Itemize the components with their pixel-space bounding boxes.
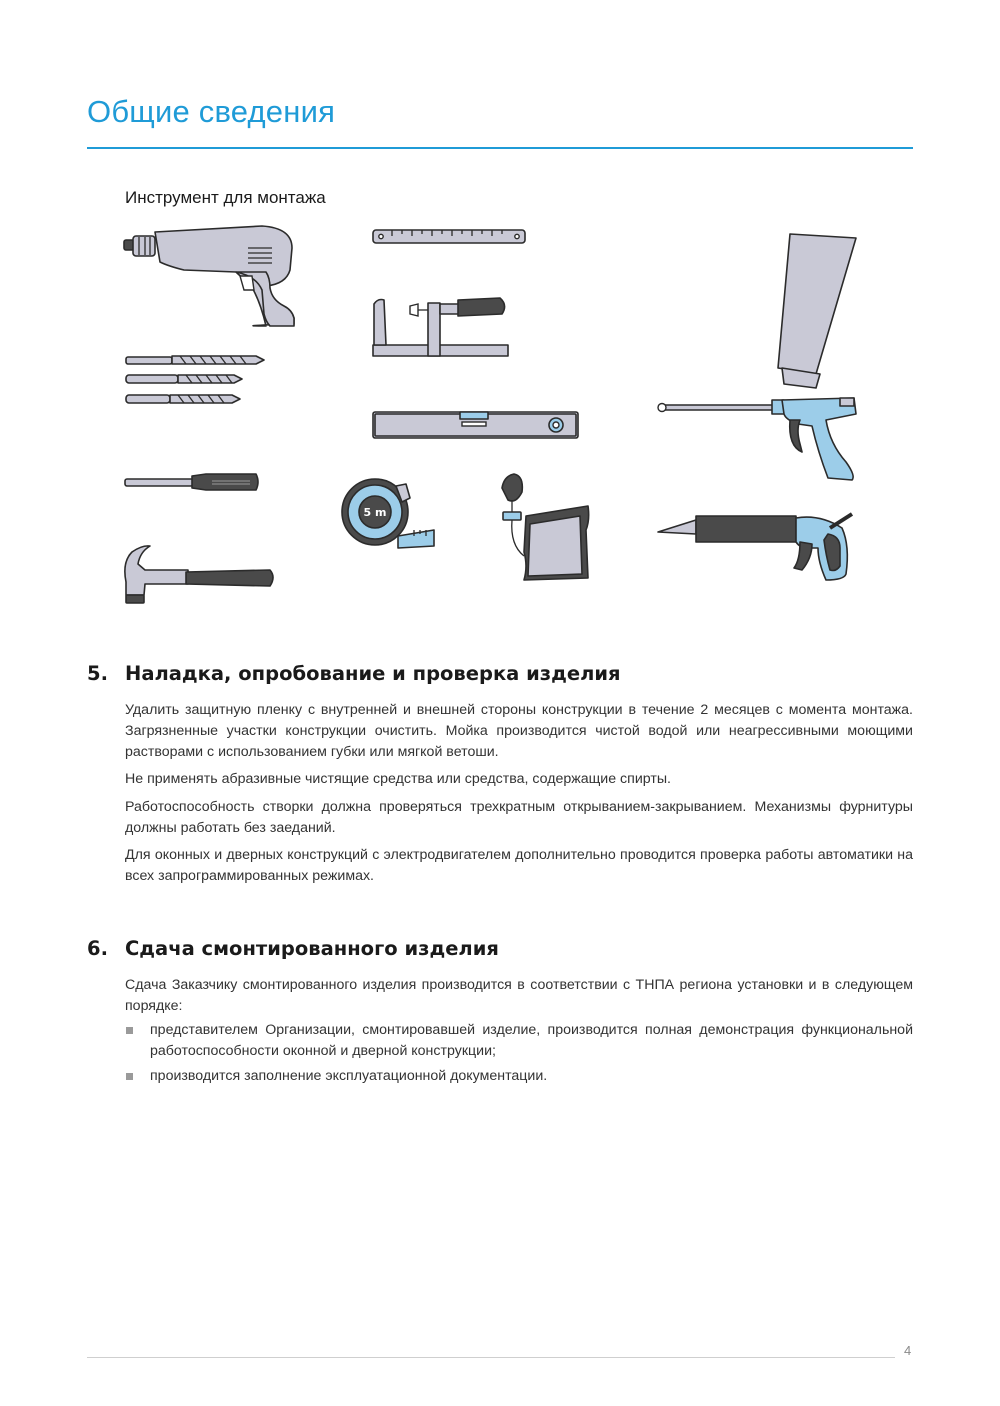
section-6-list xyxy=(125,1020,913,1091)
bullet-square-icon xyxy=(126,1073,133,1080)
page-number: 4 xyxy=(904,1343,912,1358)
section-6-title: Сдача смонтированного изделия xyxy=(125,937,499,960)
caulk-gun-icon xyxy=(658,514,852,580)
tools-subtitle: Инструмент для монтажа xyxy=(125,188,326,207)
screwdriver-icon xyxy=(125,474,258,490)
section-5-paragraph-1: Удалить защитную пленку с внутренней и внешней стороны конструкции в течение 2 месяцев с момента монтажа. Загрязненные участки конструкции очистить. Мойка производится чистой водой или неагрессивными моющими растворами с использованием губки или мягкой ветоши. xyxy=(125,702,913,760)
foam-gun-icon xyxy=(658,234,856,480)
section-5-paragraph-3: Работоспособность створки должна проверяться трехкратным открыванием-закрыванием. Механизмы фурнитуры должны работать без заеданий. xyxy=(125,799,913,836)
section-5-title: Наладка, опробование и проверка изделия xyxy=(125,662,621,685)
section-5-heading xyxy=(87,662,621,685)
footer-divider xyxy=(87,1357,895,1358)
air-wedge-icon xyxy=(502,474,589,580)
drill-bits-icon xyxy=(126,356,264,403)
ruler-icon xyxy=(373,230,525,243)
section-5-paragraph-2: Не применять абразивные чистящие средства или средства, содержащие спирты. xyxy=(125,771,671,787)
drill-icon xyxy=(124,226,294,326)
list-item: представителем Организации, смонтировавшей изделие, производится полная демонстрация функциональной работоспособности оконной и дверной конструкции; xyxy=(125,1020,913,1062)
tape-measure-icon xyxy=(342,479,434,548)
tape-measure-label: 5 m xyxy=(363,506,387,519)
section-5-paragraph-4: Для оконных и дверных конструкций с электродвигателем дополнительно проводится проверка работы автоматики на всех запрограммированных режимах. xyxy=(125,847,913,884)
section-6-number: 6. xyxy=(87,937,108,960)
page-title: Общие сведения xyxy=(87,94,336,129)
level-icon xyxy=(373,412,578,438)
section-5-number: 5. xyxy=(87,662,108,685)
bullet-square-icon xyxy=(126,1027,133,1034)
tools-illustration xyxy=(0,0,1000,620)
section-6-heading xyxy=(87,937,499,960)
hammer-icon xyxy=(125,546,273,603)
clamp-icon xyxy=(373,298,508,356)
list-item: производится заполнение эксплуатационной документации. xyxy=(125,1066,913,1087)
section-6-intro: Сдача Заказчику смонтированного изделия производится в соответствии с ТНПА региона установки и в следующем порядке: xyxy=(125,977,913,1014)
